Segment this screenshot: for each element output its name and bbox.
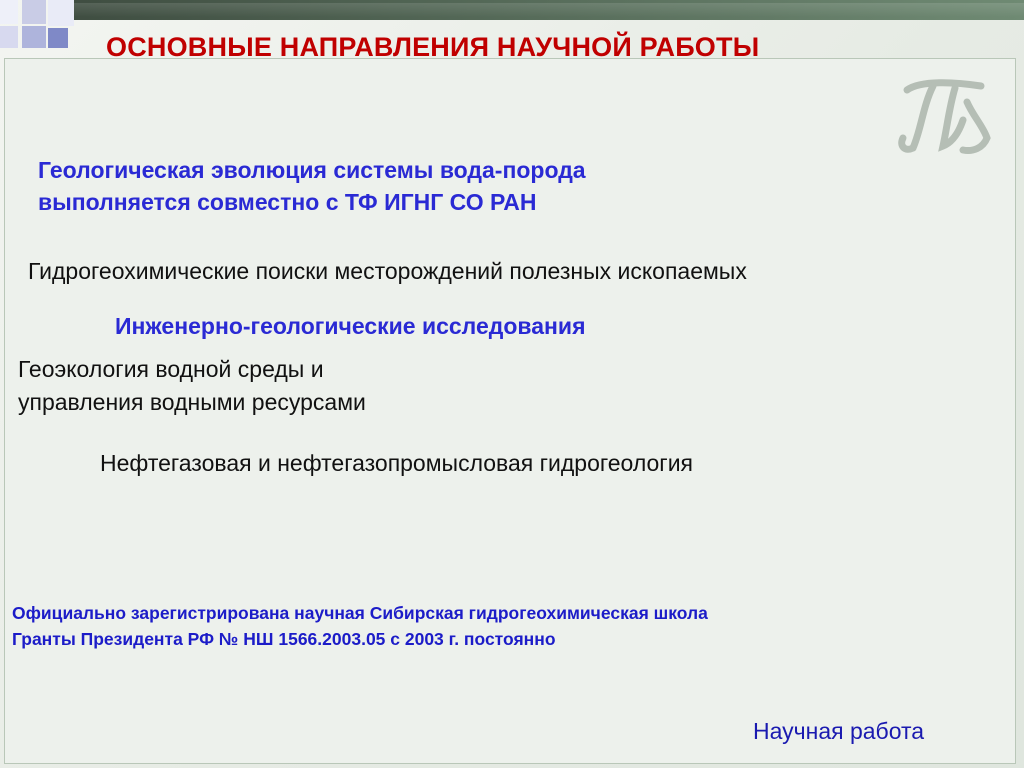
direction-geo-evolution-line2: выполняется совместно с ТФ ИГНГ СО РАН — [38, 189, 537, 215]
slide-title: ОСНОВНЫЕ НАПРАВЛЕНИЯ НАУЧНОЙ РАБОТЫ — [106, 32, 760, 62]
corner-decor-square — [0, 0, 18, 24]
direction-geo-evolution-line1: Геологическая эволюция системы вода-порода — [38, 157, 586, 183]
corner-decor-square — [0, 26, 18, 48]
direction-oilgas: Нефтегазовая и нефтегазопромысловая гидрогеология — [100, 450, 694, 476]
corner-decor-square — [22, 26, 46, 48]
footnote-school: Официально зарегистрирована научная Сибирская гидрогеохимическая школа — [12, 603, 708, 623]
corner-decor-square — [22, 0, 46, 24]
top-decor-bar-highlight — [50, 3, 1024, 17]
direction-geoecology — [18, 353, 366, 419]
footer-label: Научная работа — [753, 718, 925, 744]
direction-geo-evolution — [38, 154, 586, 218]
direction-hydro-search: Гидрогеохимические поиски месторождений полезных ископаемых — [28, 258, 747, 284]
corner-decor-square — [48, 0, 74, 26]
direction-geoecology-line1: Геоэкология водной среды и — [18, 356, 324, 382]
direction-engineering: Инженерно-геологические исследования — [115, 313, 586, 339]
direction-geoecology-line2: управления водными ресурсами — [18, 389, 366, 415]
footnote-grants: Гранты Президента РФ № НШ 1566.2003.05 с 2003 г. постоянно — [12, 629, 556, 649]
footnote — [12, 600, 708, 652]
corner-decor-square — [48, 28, 68, 48]
tpu-monogram-logo-icon — [893, 72, 993, 156]
